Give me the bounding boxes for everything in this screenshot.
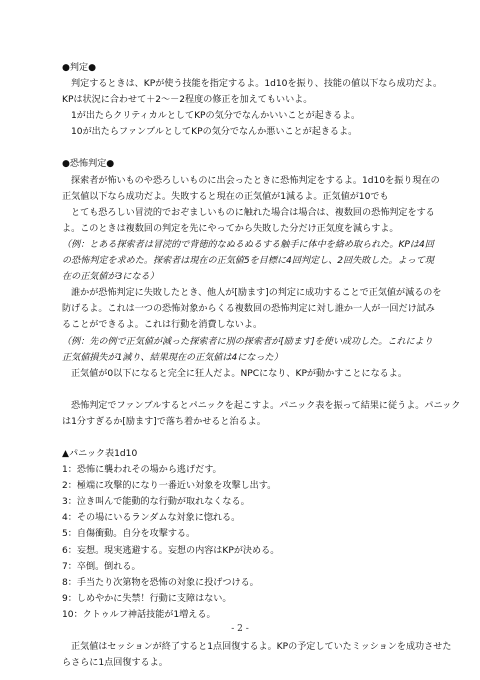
example-line: 正気値損失が1減り、結果現在の正気値は4になった） <box>62 352 283 363</box>
list-item: 7：卒倒。倒れる。 <box>62 561 141 572</box>
paragraph-line: 正気値はセッションが終了すると1点回復するよ。KPの予定していたミッションを成功させた <box>71 642 452 652</box>
paragraph-line: 1が出たらクリティカルとしてKPの気分でなんかいいことが起きるよ。 <box>71 111 361 122</box>
paragraph-line: 10が出たらファンブルとしてKPの気分でなんか悪いことが起きるよ。 <box>71 127 358 138</box>
list-item: 5：自傷衝動。自分を攻撃する。 <box>62 529 196 540</box>
paragraph-line: ることができるよ。これは行動を消費しないよ。 <box>62 320 263 331</box>
example-line: （例：とある探索者は冒涜的で背徳的なぬるぬるする触手に体中を絡め取られた。KPは4回 <box>62 239 434 250</box>
paragraph-line: 判定するときは、KPが使う技能を指定するよ。1d10を振り、技能の値以下なら成功だよ。 <box>71 79 443 90</box>
panic-table-list <box>62 462 424 623</box>
paragraph-line: KPは状況に合わせて＋2～－2程度の修正を加えてもいいよ。 <box>62 95 313 106</box>
example-line: の恐怖判定を求めた。探索者は現在の正気値5を目標に4回判定し、2回失敗した。よって現 <box>62 256 435 267</box>
section-heading-fear-check: ●恐怖判定● <box>62 159 115 170</box>
list-item: 8：手当たり次第物を恐怖の対象に投げつける。 <box>62 577 259 588</box>
paragraph-line: よ。このときは複数回の判定を先にやってから失敗した分だけ正気度を減らすよ。 <box>62 223 399 234</box>
section-heading-judgement: ●判定● <box>62 63 97 73</box>
example-line: （例：先の例で正気値が減った探索者に別の探索者が[励ます]を使い成功した。これにより <box>62 336 433 347</box>
paragraph-line: 正気値以下なら成功だよ。失敗すると現在の正気値が1減るよ。正気値が10でも <box>62 191 389 202</box>
paragraph-line: らさらに1点回復するよ。 <box>62 658 168 669</box>
paragraph-line: は1分すぎるか[励ます]で落ち着かせると治るよ。 <box>62 416 266 427</box>
paragraph-line: 探索者が怖いものや恐ろしいものに出会ったときに恐怖判定をするよ。1d10を振り現在の <box>71 175 440 186</box>
list-item: 1：恐怖に襲われその場から逃げだす。 <box>62 465 222 476</box>
list-item: 10：クトゥルフ神話技能が1増える。 <box>62 609 216 620</box>
document-body <box>62 60 461 671</box>
list-item: 2：極端に攻撃的になり一番近い対象を攻撃し出す。 <box>62 481 277 492</box>
example-line: 在の正気値が3になる） <box>62 272 159 283</box>
list-item: 4：その場にいるランダムな対象に惚れる。 <box>62 513 241 524</box>
list-item: 3：泣き叫んで能動的な行動が取れなくなる。 <box>62 497 250 508</box>
paragraph-line: 防げるよ。これは一つの恐怖対象からくる複数回の恐怖判定に対し誰か一人が一回だけ試み <box>62 304 435 315</box>
paragraph-line: 誰かが恐怖判定に失敗したとき、他人が[励ます]の判定に成功することで正気値が減るのを <box>71 288 442 299</box>
paragraph-line: とても恐ろしい冒涜的でおぞましいものに触れた場合は場合は、複数回の恐怖判定をする <box>71 207 435 218</box>
list-item: 6：妄想。現実逃避する。妄想の内容はKPが決める。 <box>62 545 280 556</box>
list-item: 9：しめやかに失禁！行動に支障はない。 <box>62 593 232 604</box>
paragraph-line: 恐怖判定でファンブルするとパニックを起こすよ。パニック表を振って結果に従うよ。パニック <box>71 400 461 411</box>
page-number: - 2 - <box>231 624 249 634</box>
paragraph-line: 正気値が0以下になると完全に狂人だよ。NPCになり、KPが動かすことになるよ。 <box>71 368 407 379</box>
panic-table-heading: ▲パニック表1d10 <box>62 448 138 459</box>
